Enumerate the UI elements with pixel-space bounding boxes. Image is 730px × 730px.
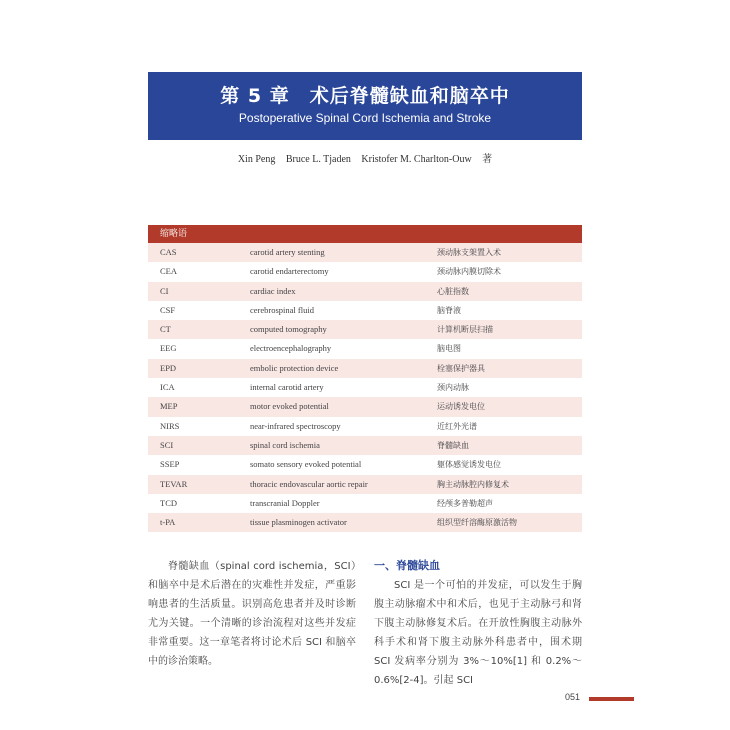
table-row	[148, 359, 582, 378]
abbr-chinese: 颈动脉内膜切除术	[437, 267, 501, 277]
abbr-english: electroencephalography	[250, 343, 332, 354]
abbr-english: tissue plasminogen activator	[250, 517, 347, 528]
author-name: Xin Peng	[237, 154, 276, 165]
table-row	[148, 475, 582, 494]
abbr-english: cerebrospinal fluid	[250, 304, 314, 315]
abbr-chinese: 颈动脉支架置入术	[437, 248, 501, 257]
chapter-title-banner	[148, 72, 582, 140]
abbr-code: SSEP	[160, 459, 180, 470]
table-row	[148, 513, 582, 532]
abbr-chinese: 近红外光谱	[437, 421, 477, 431]
abbr-code: NIRS	[160, 420, 180, 431]
abbr-chinese: 脊髓缺血	[437, 440, 469, 450]
abbr-english: carotid endarterectomy	[250, 266, 329, 277]
abbr-code: CEA	[160, 266, 177, 277]
chapter-title-english: Postoperative Spinal Cord Ischemia and Stroke	[238, 111, 492, 125]
table-row	[148, 262, 582, 281]
abbr-code: EEG	[160, 343, 177, 354]
abbr-code: MEP	[160, 401, 178, 412]
abbr-chinese: 栓塞保护器具	[437, 363, 485, 373]
abbr-code: ICA	[160, 382, 175, 393]
intro-paragraph: 脊髓缺血（spinal cord ischemia，SCI）和脑卒中是术后潜在的灾难性并发症，严重影响患者的生活质量。识别高危患者并及时诊断尤为关键。一个清晰的诊治流程对这些并发症非常重要。这一章笔者将讨论术后 SCI 和脑卒中的诊治策略。	[148, 561, 356, 667]
abbr-code: CI	[160, 285, 169, 296]
abbr-english: thoracic endovascular aortic repair	[250, 478, 368, 489]
abbreviations-table	[148, 225, 582, 532]
table-row	[148, 397, 582, 416]
abbr-english: embolic protection device	[250, 362, 339, 373]
chapter-title-chinese: 第 5 章 术后脊髓缺血和脑卒中	[220, 85, 510, 107]
abbreviations-header: 缩略语	[148, 225, 582, 243]
table-row	[148, 282, 582, 301]
page-number-bar	[589, 697, 634, 701]
abbr-english: near-infrared spectroscopy	[250, 420, 341, 431]
table-row	[148, 417, 582, 436]
abbr-english: somato sensory evoked potential	[250, 459, 362, 470]
table-row	[148, 301, 582, 320]
abbr-code: TCD	[160, 497, 177, 508]
page-number: 051	[565, 692, 581, 702]
abbr-chinese: 心脏指数	[437, 286, 469, 296]
abbr-chinese: 经颅多普勒超声	[437, 498, 493, 508]
table-row	[148, 243, 582, 262]
abbr-chinese: 脑电图	[437, 344, 461, 354]
table-row	[148, 320, 582, 339]
abbr-chinese: 计算机断层扫描	[437, 325, 493, 335]
abbr-chinese: 颈内动脉	[437, 383, 469, 393]
abbr-code: EPD	[160, 362, 177, 373]
abbr-code: SCI	[160, 439, 174, 450]
abbr-english: transcranial Doppler	[250, 497, 320, 508]
abbr-english: internal carotid artery	[250, 382, 324, 393]
table-row	[148, 339, 582, 358]
abbr-code: CSF	[160, 304, 176, 315]
section-heading: 一、脊髓缺血	[374, 559, 440, 572]
abbr-english: spinal cord ischemia	[250, 439, 320, 450]
abbr-english: cardiac index	[250, 285, 296, 296]
abbr-code: CAS	[160, 247, 177, 257]
author-name: Bruce L. Tjaden	[285, 154, 351, 165]
section-paragraph: SCI 是一个可怕的并发症，可以发生于胸腹主动脉瘤术中和术后，也见于主动脉弓和肾下腹主动脉修复术后。在开放性胸腹主动脉外科手术和肾下腹主动脉外科患者中，围术期 SCI 发病率分别为 3%～10%[1] 和 0.2%～0.6%[2-4]。引起 SCI	[374, 580, 582, 686]
abbr-code: TEVAR	[160, 478, 188, 489]
author-suffix: 著	[482, 154, 493, 165]
abbr-chinese: 躯体感觉诱发电位	[437, 460, 501, 470]
table-row	[148, 455, 582, 474]
abbr-english: motor evoked potential	[250, 401, 329, 412]
abbr-code: t-PA	[160, 517, 176, 528]
author-name: Kristofer M. Charlton-Ouw	[361, 154, 472, 165]
abbr-english: computed tomography	[250, 324, 327, 335]
author-line	[148, 150, 582, 165]
abbr-code: CT	[160, 324, 171, 335]
table-row	[148, 378, 582, 397]
abbr-chinese: 胸主动脉腔内修复术	[437, 479, 509, 489]
table-row	[148, 494, 582, 513]
table-row	[148, 436, 582, 455]
abbr-chinese: 运动诱发电位	[437, 402, 485, 412]
abbr-chinese: 组织型纤溶酶原激活物	[437, 518, 517, 528]
abbreviations-body	[148, 243, 582, 532]
abbr-chinese: 脑脊液	[437, 305, 461, 315]
abbr-english: carotid artery stenting	[250, 247, 325, 257]
